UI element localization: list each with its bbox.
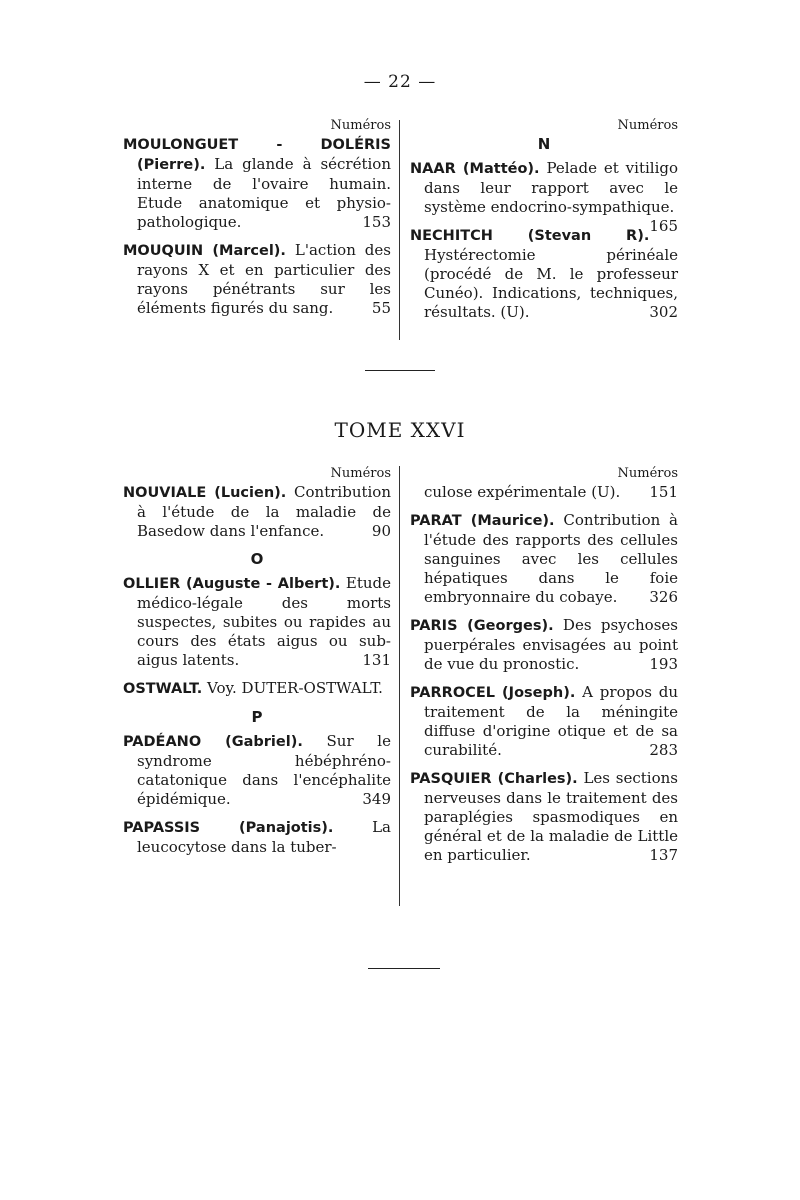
author-name: NAAR (Mattéo). <box>410 161 540 177</box>
index-entry <box>123 679 391 699</box>
entry-title: Voy. DUTER-OSTWALT. <box>207 679 383 697</box>
author-name: NECHITCH (Stevan R). <box>410 228 650 244</box>
end-divider <box>368 968 440 969</box>
author-name: PARAT (Maurice). <box>410 513 555 529</box>
page-number: — 22 — <box>363 72 437 92</box>
entry-number: 193 <box>649 655 678 673</box>
entry-title: La leucocytose dans la tuber- <box>137 818 391 856</box>
index-entry <box>123 483 391 541</box>
entry-title: A propos du traitement de la méningite diffuse d'origine otique et de sa curabilité. <box>424 683 678 759</box>
entry-number: 55 <box>371 299 391 317</box>
index-entry <box>410 511 678 607</box>
entry-title: Les sections nerveuses dans le traitement des paraplégies spasmodiques en général et de la maladie de Little en particulier. <box>424 769 678 864</box>
section-divider <box>365 370 435 371</box>
author-name: MOULONGUET - DOLÉRIS (Pierre). <box>123 137 391 173</box>
author-name: NOUVIALE (Lucien). <box>123 485 287 501</box>
entry-number: 90 <box>371 522 391 540</box>
entry-number: 131 <box>362 651 391 669</box>
index-entry <box>410 616 678 674</box>
author-name: PASQUIER (Charles). <box>410 771 578 787</box>
entry-number: 326 <box>649 588 678 606</box>
entry-title: L'action des rayons X et en particulier des rayons pénétrants sur les éléments figurés du sang. <box>137 241 391 317</box>
numeros-label: Numéros <box>617 118 678 133</box>
section2-left-column <box>123 466 391 866</box>
column-divider <box>399 466 400 906</box>
entry-number: 165 <box>649 217 678 235</box>
author-name: PARROCEL (Joseph). <box>410 685 576 701</box>
index-entry <box>123 818 391 857</box>
index-entry <box>123 574 391 670</box>
numeros-label: Numéros <box>330 118 391 133</box>
index-entry <box>123 135 391 232</box>
author-name: OLLIER (Auguste - Albert). <box>123 576 341 592</box>
entry-number: 283 <box>649 741 678 759</box>
index-entry <box>123 732 391 809</box>
author-name: OSTWALT. <box>123 681 203 697</box>
entry-number: 349 <box>362 790 391 808</box>
index-entry <box>410 483 678 502</box>
entry-number: 153 <box>362 213 391 231</box>
entry-number: 151 <box>649 483 678 501</box>
column-divider <box>399 120 400 340</box>
author-name: MOUQUIN (Marcel). <box>123 243 286 259</box>
entry-title: culose expérimentale (U). <box>424 483 621 501</box>
letter-heading-o: O <box>250 550 264 568</box>
entry-title: La glande à sécrétion interne de l'ovaire humain. Etude anatomique et physio-pathologique. <box>137 155 391 231</box>
entry-number: 137 <box>649 846 678 864</box>
index-entry <box>123 241 391 318</box>
section1-right-column <box>410 118 678 331</box>
author-name: PADÉANO (Gabriel). <box>123 734 303 750</box>
entry-title: Des psychoses puerpérales envisagées au point de vue du pronostic. <box>424 616 678 673</box>
author-name: PAPASSIS (Panajotis). <box>123 820 334 836</box>
index-entry <box>410 159 678 235</box>
entry-title: Sur le syndrome hébéphréno-catatonique dans l'encéphalite épidémique. <box>137 732 391 808</box>
tome-heading: TOME XXVI <box>334 418 466 442</box>
letter-heading-p: P <box>251 708 263 726</box>
entry-title: Hystérectomie périnéale (procédé de M. le professeur Cunéo). Indications, techniques, résultats. (U). <box>424 246 678 321</box>
entry-title: Contribution à l'étude de la maladie de Basedow dans l'enfance. <box>137 483 391 540</box>
numeros-label: Numéros <box>617 466 678 481</box>
section1-left-column <box>123 118 391 327</box>
entry-number: 302 <box>649 303 678 321</box>
index-entry <box>410 769 678 865</box>
entry-title: Etude médico-légale des morts suspectes, subites ou rapides au cours des états aigus ou sub-aigus latents. <box>137 574 391 669</box>
index-entry <box>410 226 678 322</box>
entry-title: Contribution à l'étude des rapports des cellules sanguines avec les cellules hépatiques dans le foie embryonnaire du cobaye. <box>424 511 678 606</box>
index-entry <box>410 683 678 760</box>
entry-title: Pelade et vitiligo dans leur rapport avec le système endocrino-sympathique. <box>424 159 678 216</box>
letter-heading-n: N <box>537 135 551 153</box>
section2-right-column <box>410 466 678 874</box>
numeros-label: Numéros <box>330 466 391 481</box>
author-name: PARIS (Georges). <box>410 618 554 634</box>
